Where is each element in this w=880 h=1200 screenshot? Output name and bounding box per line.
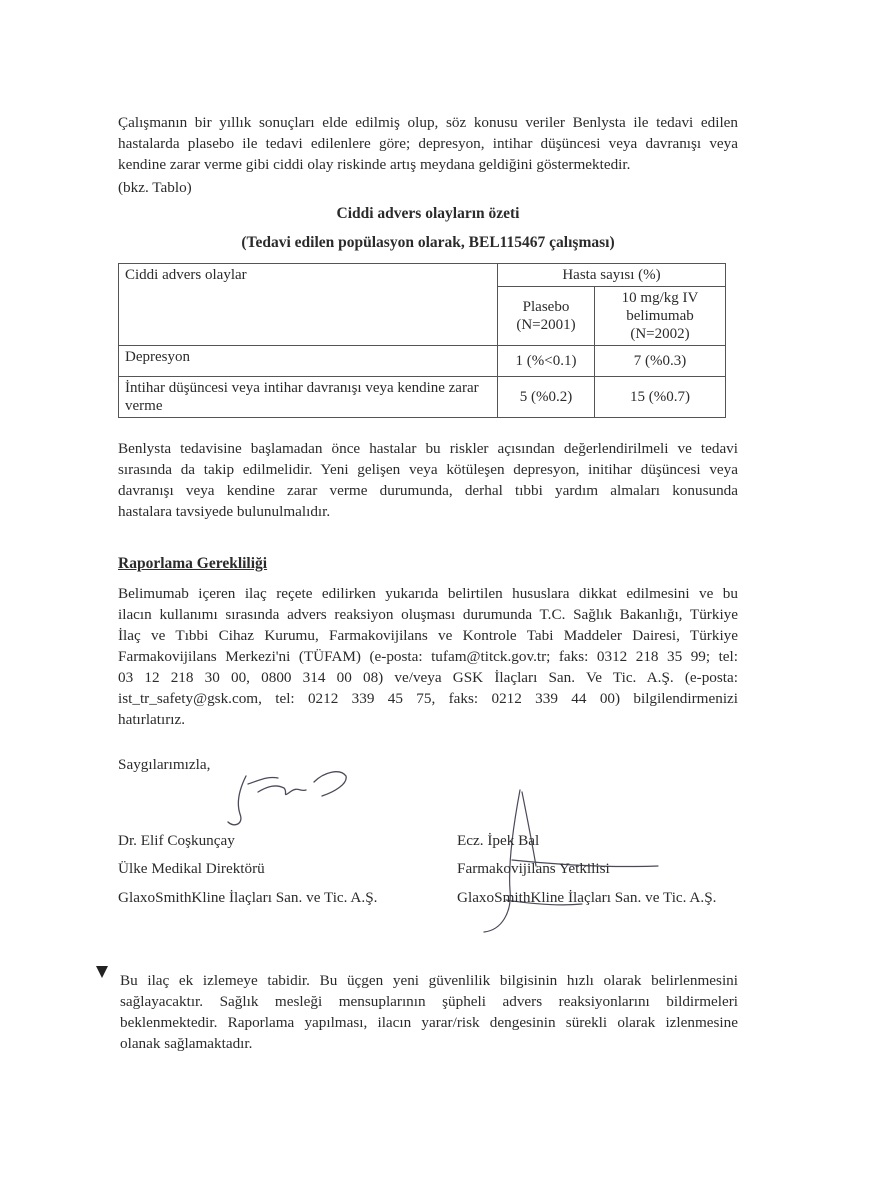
header-belimumab-dose: 10 mg/kg IV	[621, 290, 699, 306]
intro-line: kendine zarar verme gibi ciddi olay riskinde artış meydana geldiğini göstermektedir.	[118, 156, 631, 173]
header-placebo	[498, 287, 595, 346]
event-cell: İntihar düşüncesi veya intihar davranışı veya kendine zarar verme	[119, 377, 498, 418]
intro-line: hastalarda plasebo ile tedavi edilenlere göre; depresyon, intihar düşüncesi veya davranışı veya	[118, 135, 738, 152]
monitoring-line: sağlayacaktır. Sağlık mesleği mensuplarının şüpheli advers reaksiyonlarını bildirmeleri	[120, 993, 738, 1010]
advice-paragraph	[118, 438, 738, 522]
table-subtitle: (Tedavi edilen popülasyon olarak, BEL115467 çalışması)	[241, 234, 615, 251]
adverse-events-table	[118, 263, 726, 418]
header-belimumab-n: (N=2002)	[630, 326, 690, 342]
right-signatory-name: Ecz. İpek Bal	[457, 832, 540, 849]
reporting-line: İlaç ve Tıbbi Cihaz Kurumu, Farmakovijilans ve Kontrole Tabi Maddeler Dairesi, Türkiye	[118, 627, 738, 644]
advice-line: davranışı veya kendine zarar verme durumunda, derhal tıbbi yardım almaları konusunda	[118, 482, 738, 499]
left-signatory-company: GlaxoSmithKline İlaçları San. ve Tic. A.Ş.	[118, 889, 378, 906]
reporting-line: ilacın kullanımı sırasında advers reaksiyon oluşması durumunda T.C. Sağlık Bakanlığı, Türkiye	[118, 606, 738, 623]
table-reference: (bkz. Tablo)	[118, 179, 192, 196]
monitoring-line: Bu ilaç ek izlemeye tabidir. Bu üçgen yeni güvenlilik bilgisinin hızlı olarak belirlenmesini	[120, 972, 738, 989]
intro-paragraph	[118, 112, 738, 175]
closing: Saygılarımızla,	[118, 756, 211, 773]
advice-line: sırasında da takip edilmelidir. Yeni gelişen veya kötüleşen depresyon, initihar düşüncesi veya	[118, 461, 738, 478]
right-signatory	[457, 830, 716, 919]
header-belimumab-label: belimumab	[626, 308, 694, 324]
monitoring-paragraph	[120, 970, 738, 1054]
reporting-line: hatırlatırız.	[118, 711, 186, 728]
table-title: Ciddi advers olayların özeti	[336, 205, 520, 222]
reporting-line: 03 12 218 30 00, 0800 314 00 08) ve/veya GSK İlaçları San. Ve Tic. A.Ş. (e-posta:	[118, 669, 738, 686]
reporting-line: Farmakovijilans Merkezi'ni (TÜFAM) (e-posta: tufam@titck.gov.tr; faks: 0312 218 35 99; tel:	[118, 648, 738, 665]
reporting-paragraph	[118, 583, 738, 730]
left-signatory-title: Ülke Medikal Direktörü	[118, 860, 265, 877]
placebo-cell: 5 (%0.2)	[498, 377, 595, 418]
header-patients: Hasta sayısı (%)	[498, 264, 726, 287]
header-belimumab	[595, 287, 726, 346]
black-triangle-icon	[96, 966, 108, 978]
left-signatory-name: Dr. Elif Coşkunçay	[118, 832, 235, 849]
event-cell: Depresyon	[119, 346, 498, 377]
header-placebo-label: Plasebo	[522, 299, 570, 315]
advice-line: Benlysta tedavisine başlamadan önce hastalar bu riskler açısından değerlendirilmeli ve tedavi	[118, 440, 738, 457]
header-placebo-n: (N=2001)	[516, 317, 576, 333]
left-signature-icon	[218, 762, 358, 834]
reporting-line: Belimumab içeren ilaç reçete edilirken yukarıda belirtilen hususlara dikkat edilmesini ve bu	[118, 585, 738, 602]
advice-line: hastalara tavsiyede bulunulmalıdır.	[118, 503, 331, 520]
intro-line: Çalışmanın bir yıllık sonuçları elde edilmiş olup, söz konusu veriler Benlysta ile tedavi edilen	[118, 114, 738, 131]
left-signatory	[118, 830, 377, 919]
header-events: Ciddi advers olaylar	[119, 264, 498, 346]
monitoring-line: olanak sağlamaktadır.	[120, 1035, 253, 1052]
placebo-cell: 1 (%<0.1)	[498, 346, 595, 377]
reporting-heading: Raporlama Gerekliliği	[118, 555, 268, 572]
right-signatory-company: GlaxoSmithKline İlaçları San. ve Tic. A.Ş.	[457, 889, 717, 906]
right-signatory-title: Farmakovijilans Yetkilisi	[457, 860, 610, 877]
table-row	[119, 377, 726, 418]
belimumab-cell: 15 (%0.7)	[595, 377, 726, 418]
table-row	[119, 346, 726, 377]
monitoring-line: beklenmektedir. Raporlama yapılması, ilacın yarar/risk dengesinin sürekli olarak izlenmesine	[120, 1014, 738, 1031]
belimumab-cell: 7 (%0.3)	[595, 346, 726, 377]
reporting-line: ist_tr_safety@gsk.com, tel: 0212 339 45 75, faks: 0212 339 44 00) bilgilendirmenizi	[118, 690, 738, 707]
